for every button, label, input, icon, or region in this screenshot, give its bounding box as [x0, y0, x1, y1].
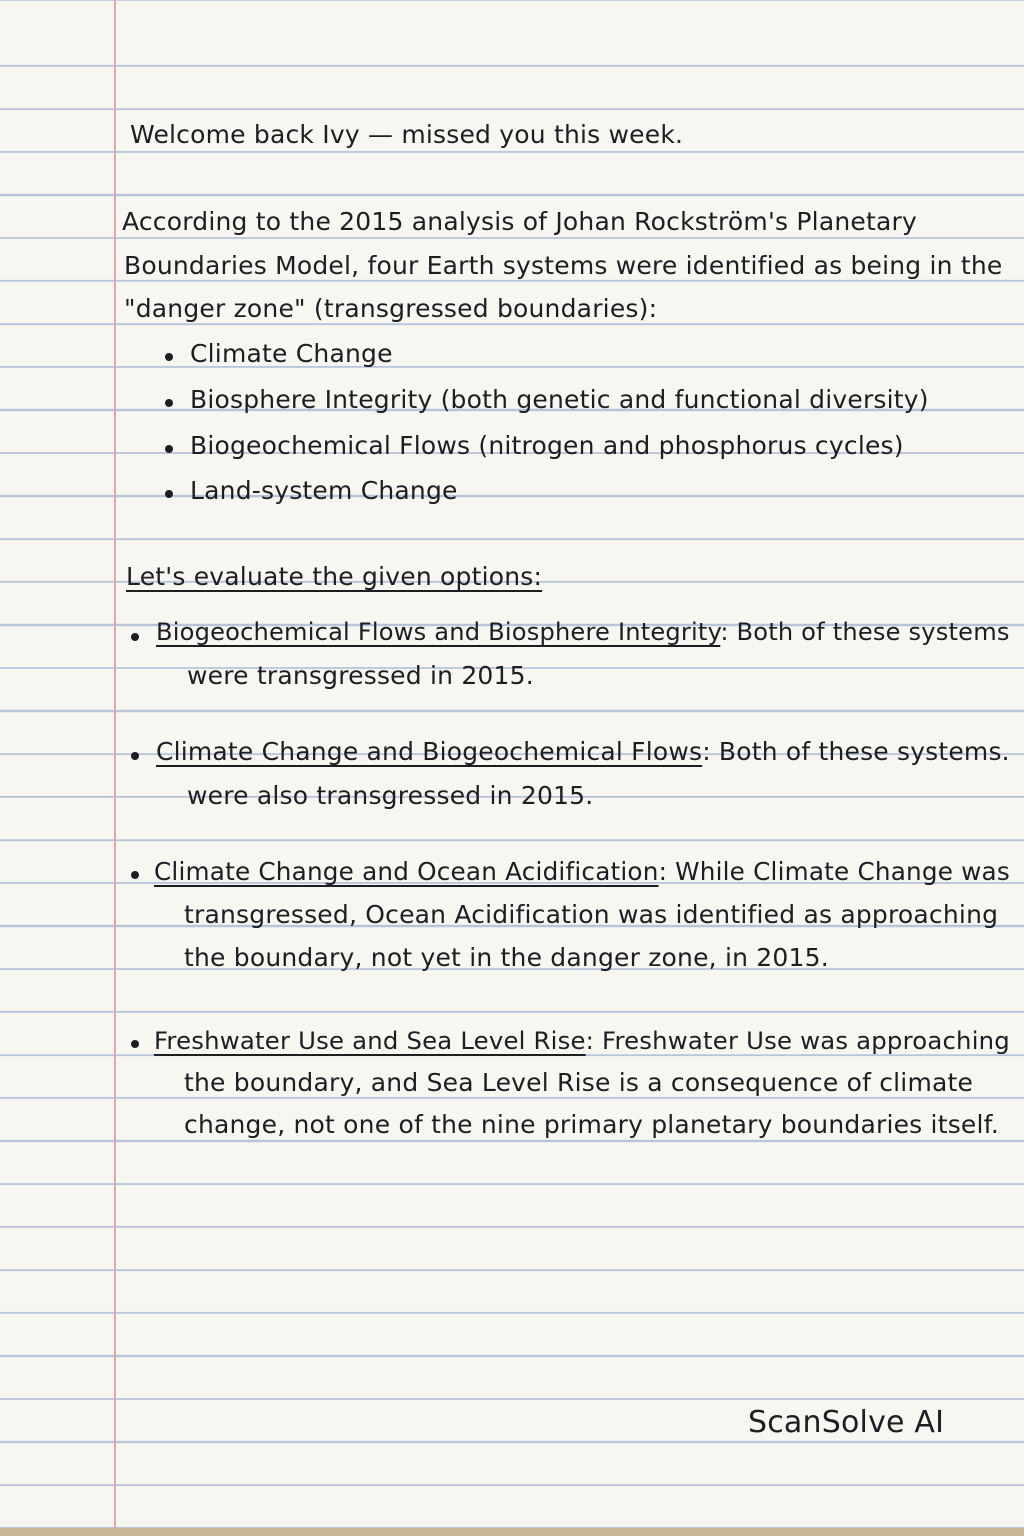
option-3-rest: : While Climate Change was — [658, 857, 1010, 886]
option-2-rest: : Both of these systems. — [702, 737, 1010, 766]
option-2-line-2: were also transgressed in 2015. — [187, 781, 594, 810]
option-2-title: Climate Change and Biogeochemical Flows — [156, 737, 703, 766]
option-3-title: Climate Change and Ocean Acidification — [154, 857, 659, 886]
bullet — [131, 871, 139, 879]
bullet — [165, 490, 173, 498]
option-4-line-3: change, not one of the nine primary planetary boundaries itself. — [184, 1110, 999, 1139]
intro-line-1: According to the 2015 analysis of Johan Rockström's Planetary — [122, 207, 917, 236]
option-4-title: Freshwater Use and Sea Level Rise — [154, 1026, 586, 1055]
bullet — [165, 445, 173, 453]
bullet — [131, 633, 139, 641]
system-item: Climate Change — [190, 339, 393, 368]
option-1-title: Biogeochemical Flows and Biosphere Integrity — [156, 618, 721, 646]
bullet — [131, 1040, 139, 1048]
system-item: Biosphere Integrity (both genetic and functional diversity) — [190, 385, 929, 414]
option-1-rest: : Both of these systems — [720, 618, 1010, 646]
option-3-line-3: the boundary, not yet in the danger zone, in 2015. — [184, 943, 829, 972]
intro-line-3: "danger zone" (transgressed boundaries): — [124, 294, 658, 323]
desk-edge — [0, 1528, 1024, 1536]
greeting: Welcome back Ivy — missed you this week. — [130, 120, 684, 149]
option-2-line-1 — [156, 737, 1010, 766]
system-item: Land-system Change — [190, 476, 458, 505]
option-4-rest: : Freshwater Use was approaching — [585, 1026, 1010, 1055]
bullet — [131, 752, 139, 760]
system-item: Biogeochemical Flows (nitrogen and phosphorus cycles) — [190, 431, 904, 460]
evaluate-heading: Let's evaluate the given options: — [126, 562, 543, 591]
bullet — [165, 353, 173, 361]
option-3-line-1 — [154, 857, 1010, 886]
option-1-line-1 — [156, 618, 1010, 646]
option-3-line-2: transgressed, Ocean Acidification was identified as approaching — [184, 900, 999, 929]
option-4-line-2: the boundary, and Sea Level Rise is a consequence of climate — [184, 1068, 974, 1097]
option-4-line-1 — [154, 1026, 1010, 1055]
margin-line — [114, 0, 116, 1528]
bullet — [165, 399, 173, 407]
intro-line-2: Boundaries Model, four Earth systems were identified as being in the — [124, 251, 1003, 280]
signature: ScanSolve AI — [748, 1405, 945, 1440]
option-1-line-2: were transgressed in 2015. — [187, 661, 534, 690]
